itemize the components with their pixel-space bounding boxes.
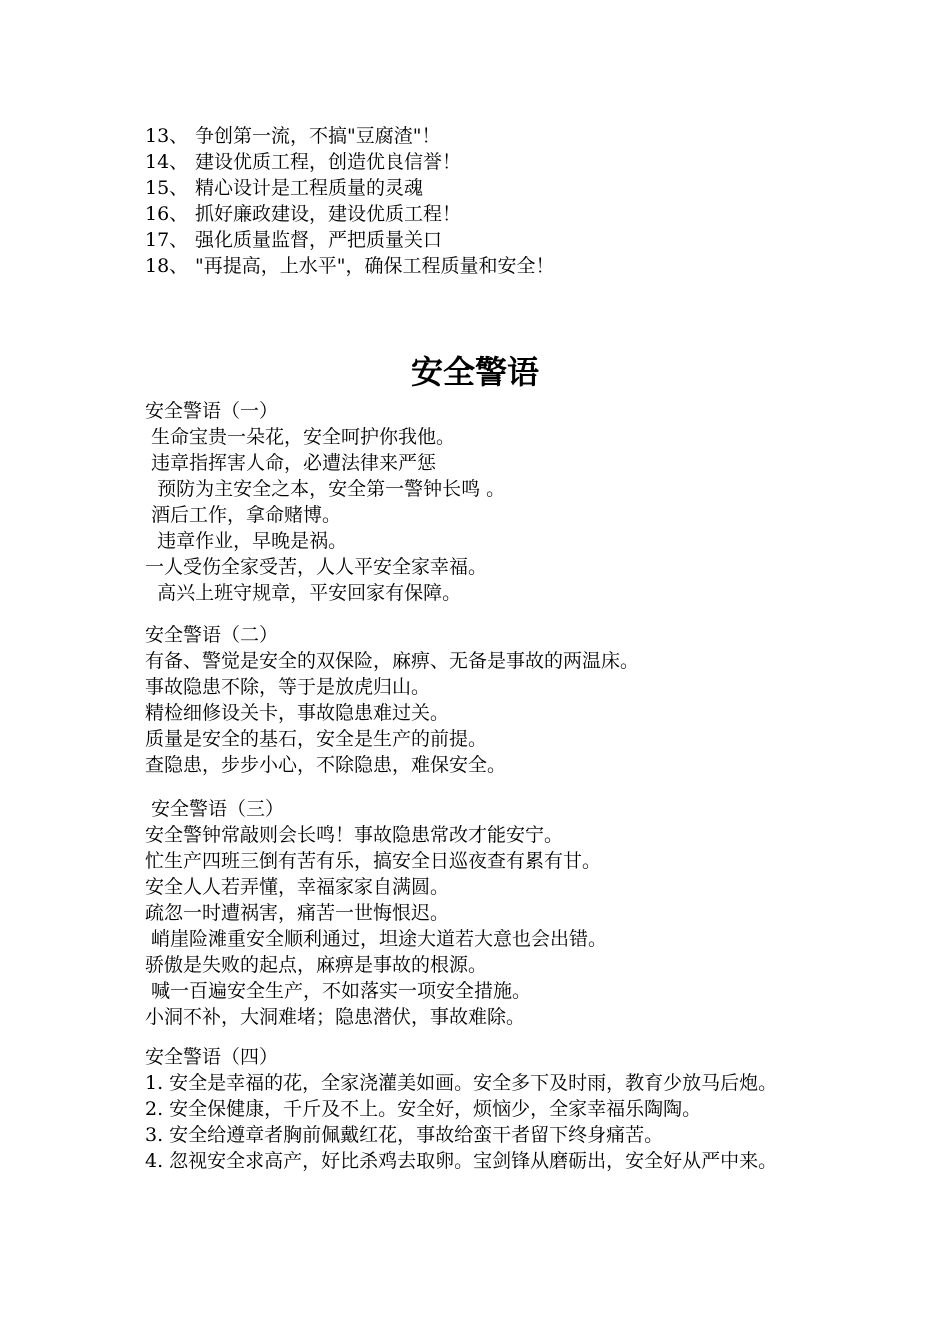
section-line: 精检细修设关卡，事故隐患难过关。 (145, 702, 450, 724)
section-line: 违章作业，早晚是祸。 (145, 530, 348, 552)
list-item-text: 强化质量监督，严把质量关口 (195, 229, 443, 251)
list-item-number: 15、 (145, 177, 189, 199)
list-item (145, 227, 845, 253)
section-line: 骄傲是失败的起点，麻痹是事故的根源。 (145, 954, 488, 976)
list-item-text: 抓好廉政建设，建设优质工程！ (195, 203, 462, 225)
list-item (145, 149, 845, 175)
section-line: 喊一百遍安全生产，不如落实一项安全措施。 (145, 980, 532, 1002)
section-line: 2. 安全保健康，千斤及不上。安全好，烦恼少，全家幸福乐陶陶。 (145, 1098, 702, 1120)
list-item-number: 13、 (145, 125, 189, 147)
section-line: 安全警钟常敲则会长鸣！事故隐患常改才能安宁。 (145, 824, 564, 846)
section-warnings-2 (145, 622, 825, 778)
list-item-number: 18、 (145, 255, 189, 277)
section-line: 峭崖险滩重安全顺利通过，坦途大道若大意也会出错。 (145, 928, 608, 950)
list-item-number: 17、 (145, 229, 189, 251)
list-item (145, 123, 845, 149)
section-line: 事故隐患不除，等于是放虎归山。 (145, 676, 431, 698)
section-line: 4. 忽视安全求高产，好比杀鸡去取卵。宝剑锋从磨砺出，安全好从严中来。 (145, 1150, 778, 1172)
section-heading: 安全警语（四） (145, 1046, 279, 1068)
section-line: 质量是安全的基石，安全是生产的前提。 (145, 728, 488, 750)
section-line: 有备、警觉是安全的双保险，麻痹、无备是事故的两温床。 (145, 650, 640, 672)
section-heading: 安全警语（二） (145, 624, 279, 646)
section-line: 查隐患，步步小心，不除隐患，难保安全。 (145, 754, 507, 776)
section-line: 一人受伤全家受苦，人人平安全家幸福。 (145, 556, 488, 578)
list-item-text: 建设优质工程，创造优良信誉！ (195, 151, 462, 173)
section-line: 安全人人若弄懂，幸福家家自满圆。 (145, 876, 450, 898)
section-line: 违章指挥害人命，必遭法律来严惩 (145, 452, 437, 474)
section-line: 3. 安全给遵章者胸前佩戴红花，事故给蛮干者留下终身痛苦。 (145, 1124, 664, 1146)
section-line: 小洞不补，大洞难堵；隐患潜伏，事故难除。 (145, 1006, 526, 1028)
section-line: 预防为主安全之本，安全第一警钟长鸣 。 (145, 478, 506, 500)
slogan-list (145, 123, 845, 279)
list-item (145, 201, 845, 227)
section-heading: 安全警语（一） (145, 400, 279, 422)
section-line: 疏忽一时遭祸害，痛苦一世悔恨迟。 (145, 902, 450, 924)
list-item (145, 175, 845, 201)
section-warnings-1 (145, 398, 825, 606)
section-line: 酒后工作，拿命赌博。 (145, 504, 342, 526)
section-line: 高兴上班守规章，平安回家有保障。 (145, 582, 462, 604)
section-heading: 安全警语（三） (145, 798, 285, 820)
list-item (145, 253, 845, 279)
list-item-text: "再提高，上水平"，确保工程质量和安全！ (195, 255, 555, 277)
section-warnings-4 (145, 1044, 825, 1174)
section-line: 1. 安全是幸福的花，全家浇灌美如画。安全多下及时雨，教育少放马后炮。 (145, 1072, 778, 1094)
section-line: 生命宝贵一朵花，安全呵护你我他。 (145, 426, 456, 448)
list-item-number: 14、 (145, 151, 189, 173)
page-title: 安全警语 (410, 353, 539, 391)
list-item-text: 争创第一流，不搞"豆腐渣"！ (195, 125, 441, 147)
section-warnings-3 (145, 796, 825, 1030)
list-item-number: 16、 (145, 203, 189, 225)
section-line: 忙生产四班三倒有苦有乐，搞安全日巡夜查有累有甘。 (145, 850, 602, 872)
list-item-text: 精心设计是工程质量的灵魂 (195, 177, 424, 199)
